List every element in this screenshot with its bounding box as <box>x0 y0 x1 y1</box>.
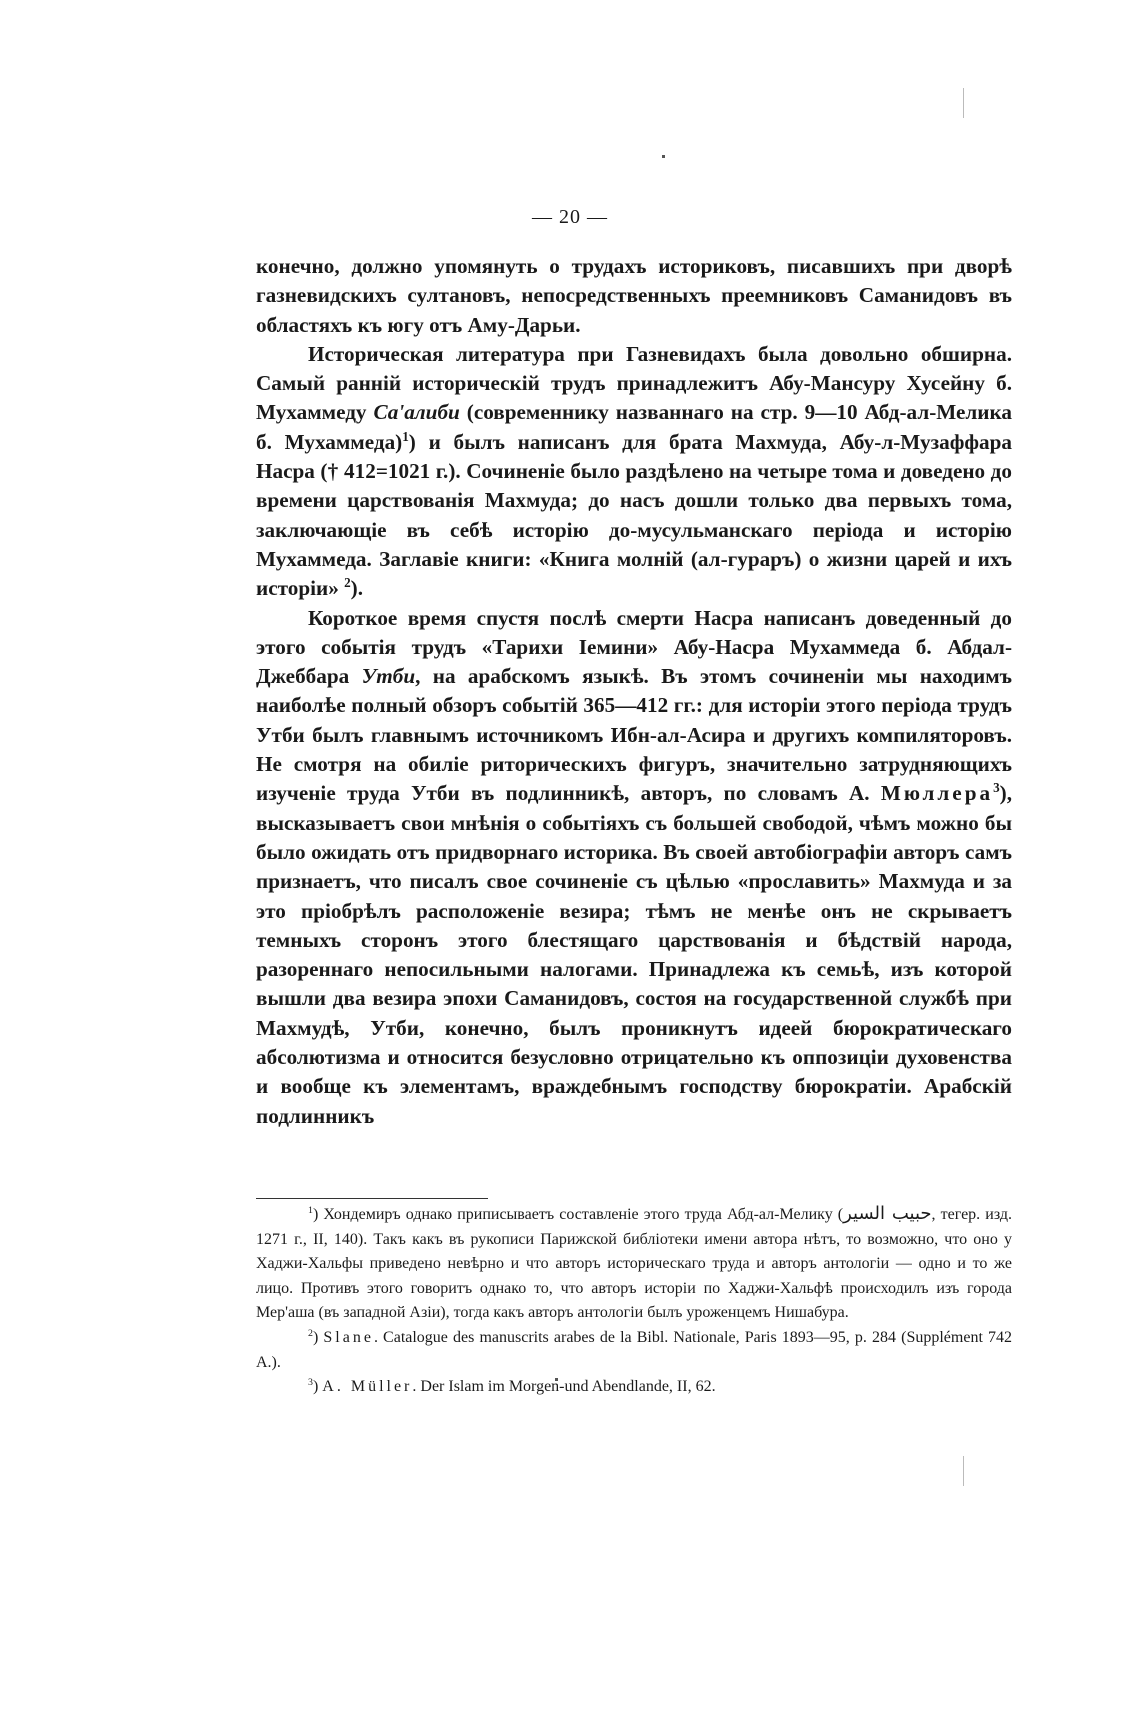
footnote-1 <box>256 1202 1012 1326</box>
p2-text-c: ) и былъ написанъ для брата Махмуда, Абу-л-Музаффара Насра († 412=1021 г.). Сочиненiе было раздѣлено на четыре тома и доведено до времени царствованiя Махмуда; до насъ дошли только два первыхъ тома, заключающiе въ себѣ исторiю до-мусульманскаго перiода и исторiю Мухаммеда. Заглавiе книги: «Книга молнiй (ал-гураръ) о жизни царей и ихъ исторiи» <box>256 429 1012 601</box>
footnote-3: $^3$) A. Müller. Der Islam im Morgen-und Abendlande, II, 62. <box>308 1377 716 1396</box>
scan-edge-line <box>963 88 964 118</box>
footnote-ref-3[interactable]: 3 <box>993 780 1000 796</box>
footnote-2: $^2$) Slane. Catalogue des manuscrits arabes de la Bibl. Nationale, Paris 1893—95, p. 284 (Supplément 742 A.). <box>256 1328 1013 1371</box>
footnotes <box>256 1202 1012 1400</box>
main-text <box>256 252 1012 1131</box>
page-number: — 20 — <box>532 206 608 228</box>
p3-text-b: , на арабскомъ языкѣ. Въ этомъ сочиненiи мы находимъ наиболѣе полный обзоръ событiй 365—412 гг.: для исторiи этого перiода трудъ Утби былъ главнымъ источникомъ Ибн-ал-Асира и другихъ компиляторовъ. Не смотря на обилiе риторическихъ фигуръ, значительно затрудняющихъ изученiе труда Утби въ подлинникѣ, авторъ, по словамъ А. <box>256 664 1012 806</box>
footnote-1-arabic-title: حبيب السير <box>843 1203 932 1224</box>
p3-text-c: ), высказываетъ свои мнѣнiя о событiяхъ съ большей свободой, чѣмъ можно бы было ожидать отъ придворнаго историка. Въ своей автобiографiи авторъ самъ признаетъ, что писалъ свое сочиненiе съ цѣлью «прославить» Махмуда и за это прiобрѣлъ расположенiе везира; тѣмъ не менѣе онъ не скрываетъ темныхъ сторонъ этого блестящаго царствованiя и бѣдствiй народа, разореннаго непосильными налогами. Принадлежа къ семьѣ, изъ которой вышли два везира эпохи Саманидовъ, состоя на государственной службѣ при Махмудѣ, Утби, конечно, былъ проникнутъ идеей бюрократическаго абсолютизма и относится безусловно отрицательно къ оппозицiи духовенства и вообще къ элементамъ, враждебнымъ господству бюрократiи. Арабскiй подлинникъ <box>256 781 1012 1128</box>
footnote-3-number: 3 <box>308 1377 313 1389</box>
footnote-1-text-a: ) Хондемиръ однако приписываетъ составленiе этого труда Абд-ал-Мелику ( <box>312 1206 844 1223</box>
footnote-3-text: . Der Islam im Morgen-und Abendlande, II, 62. <box>412 1378 716 1396</box>
footnote-3-author: A. Müller <box>322 1378 413 1396</box>
footnote-divider <box>256 1198 488 1199</box>
paragraph-3 <box>256 604 1012 1131</box>
p3-text-a: Короткое время спустя послѣ смерти Насра написанъ доведенный до этого событiя трудъ «Тарихи Iемини» Абу-Насра Мухаммеда б. Абдал-Джеббара <box>256 605 1012 689</box>
paragraph-2 <box>256 340 1012 604</box>
author-name-utbi: Утби <box>361 664 416 689</box>
footnote-ref-2[interactable]: 2 <box>344 575 351 591</box>
footnote-2-author: Slane <box>323 1328 374 1346</box>
author-name-muller: Мюллера <box>880 781 994 806</box>
scan-speck <box>662 155 665 158</box>
author-name-saalibi: Са'алиби <box>373 400 460 425</box>
paragraph-1: конечно, должно упомянуть о трудахъ историковъ, писавшихъ при дворѣ газневидскихъ султановъ, непосредственныхъ преемниковъ Саманидовъ въ областяхъ къ югу отъ Аму-Дарьи. <box>256 254 1012 337</box>
p2-text-a: Историческая литература при Газневидахъ была довольно обширна. Самый раннiй историческiй трудъ принадлежитъ Абу-Мансуру Хусейну б. Мухаммеду <box>256 341 1012 425</box>
footnote-ref-1[interactable]: 1 <box>402 428 409 444</box>
scan-edge-line <box>963 1456 964 1486</box>
footnote-1-number: 1 <box>308 1205 313 1217</box>
p2-text-b: (современнику названнаго на стр. 9—10 Абд-ал-Мелика б. Мухаммеда) <box>256 400 1012 454</box>
p2-text-d: ). <box>350 576 364 601</box>
footnote-2-text: . Catalogue des manuscrits arabes de la Bibl. Nationale, Paris 1893—95, p. 284 (Supplément 742 A.). <box>256 1328 1013 1371</box>
footnote-2-number: 2 <box>308 1328 313 1340</box>
footnote-1-text-b: , тегер. изд. 1271 г., II, 140). Такъ какъ въ рукописи Парижской библiотеки имени автора нѣтъ, то возможно, что оно у Хаджи-Хальфы приведено невѣрно и что авторъ историческаго труда и авторъ антологiи — одно и то же лицо. Противъ этого говоритъ однако то, что авторъ исторiи по Хаджи-Хальфѣ происходилъ изъ города Мер'аша (въ западной Азiи), тогда какъ авторъ антологiи былъ уроженцемъ Нишабура. <box>256 1206 1013 1322</box>
